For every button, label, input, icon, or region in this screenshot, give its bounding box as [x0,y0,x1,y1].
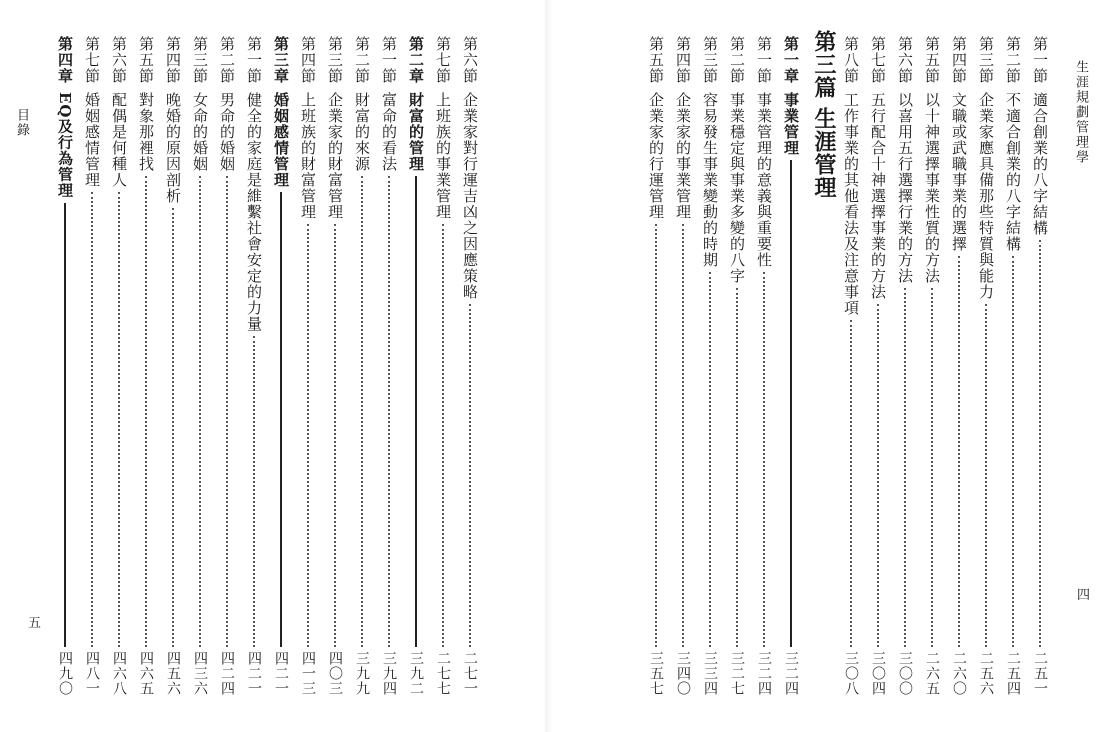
toc-leader [388,176,390,647]
toc-entry-label: 第二章 [407,36,425,84]
toc-entry [161,36,185,696]
toc-entry-label: 第五節 [647,36,665,84]
toc-page-number: 四六五 [138,651,154,696]
toc-leader [904,288,906,647]
toc-entry-label: 第三節 [191,36,209,84]
toc-entry-title: 婚姻感情管理 [83,92,101,188]
toc-entry [752,36,776,696]
toc-page-number: 三九四 [381,651,397,696]
toc-page-number: 二七一 [462,651,478,696]
toc-entry-title: 容易發生事業變動的時期 [701,92,719,268]
toc-page-number: 三三四 [702,651,718,696]
toc-page-number: 三九九 [354,651,370,696]
toc-page-number: 四一三 [300,651,316,696]
toc-page-number: 四二一 [246,651,262,696]
left-page [0,0,545,732]
toc-leader [253,336,255,647]
toc-entry-label: 第三篇 [811,30,837,99]
toc-entry-label: 第六節 [110,36,128,84]
toc-entry-label: 第四章 [56,36,74,84]
toc-leader [145,176,147,647]
toc-page-number: 四二四 [219,651,235,696]
toc-entry [1028,36,1052,696]
toc-entry-label: 第六節 [461,36,479,84]
toc-entry-title: 健全的家庭是維繫社會安定的力量 [245,92,263,332]
toc-page-number: 三〇〇 [897,651,913,696]
toc-entry [974,36,998,696]
toc-entry-label: 第二節 [1004,36,1022,84]
toc-leader [442,224,444,647]
toc-entry-title: 富命的看法 [380,92,398,172]
toc-leader [736,288,738,647]
toc-entry [431,36,455,696]
toc-entry-title: 上班族的事業管理 [434,92,452,220]
toc-leader [682,224,684,647]
left-folio: 五 [28,616,42,631]
toc-page-number: 四九〇 [57,651,73,696]
toc-page-number: 四二一 [273,651,289,696]
toc-entry-title: 事業穩定與事業多變的八字 [728,92,746,284]
toc-entry-label: 第四節 [674,36,692,84]
toc-entry-title: 五行配合十神選擇事業的方法 [869,92,887,300]
toc-entry-label: 第七節 [434,36,452,84]
toc-entry [404,36,428,696]
toc-entry-label: 第七節 [83,36,101,84]
toc-entry-title: 企業家對行運吉凶之因應策略 [461,92,479,300]
toc-entry [698,36,722,696]
toc-entry-label: 第一節 [380,36,398,84]
left-running-head: 目錄 [14,108,29,138]
toc-page-number: 三五七 [648,651,664,696]
toc-entry [893,36,917,696]
toc-entry-title: 企業家的財富管理 [326,92,344,220]
toc-page-number: 三二四 [756,651,772,696]
toc-page-number: 四八一 [84,651,100,696]
toc-page-number: 四三六 [192,651,208,696]
toc-leader [709,272,711,647]
toc-leader [1012,256,1014,647]
toc-page-number: 二七七 [435,651,451,696]
toc-entry-title: 生涯管理 [811,107,837,199]
toc-entry [269,36,293,696]
toc-entry [188,36,212,696]
toc-entry-label: 第三節 [326,36,344,84]
toc-page-number: 二五一 [1032,651,1048,696]
toc-leader [931,288,933,647]
toc-leader [361,176,363,647]
toc-leader [118,192,120,647]
right-running-head: 生涯規劃管理學 [1073,60,1088,165]
toc-entry-title: 女命的婚姻 [191,92,209,172]
toc-leader [850,320,852,647]
toc-entry [866,36,890,696]
toc-entry-title: 晚婚的原因剖析 [164,92,182,204]
right-folio: 四 [1077,588,1091,603]
toc-entry-label: 第五節 [137,36,155,84]
toc-entry-title: 對象那裡找 [137,92,155,172]
toc-entry-title: 企業家的事業管理 [674,92,692,220]
toc-page-number: 三〇四 [870,651,886,696]
toc-entry [323,36,347,696]
toc-entry-title: 財富的管理 [407,92,425,172]
toc-leader [226,176,228,647]
toc-leader [877,304,879,647]
toc-page-number: 二五四 [1005,651,1021,696]
toc-entry-label: 第四節 [164,36,182,84]
toc-entry [458,36,482,696]
toc-page-number: 三二四 [783,651,799,696]
toc-entry [350,36,374,696]
toc-entry [242,36,266,696]
toc-page-number: 二六五 [924,651,940,696]
toc-leader [763,272,765,647]
toc-entry [134,36,158,696]
toc-entry-title: 配偶是何種人 [110,92,128,188]
toc-entry-label: 第四節 [950,36,968,84]
toc-entry [53,36,77,696]
toc-entry-label: 第二節 [218,36,236,84]
toc-leader [415,176,417,647]
toc-entry-title: 以喜用五行選擇行業的方法 [896,92,914,284]
toc-entry-title: 不適合創業的八字結構 [1004,92,1022,252]
toc-entry [671,36,695,696]
toc-leader [790,160,792,647]
toc-entry-title: 文職或武職事業的選擇 [950,92,968,252]
toc-entry-label: 第三節 [701,36,719,84]
toc-page-number: 三二七 [729,651,745,696]
toc-entry-title: 財富的來源 [353,92,371,172]
toc-entry [644,36,668,696]
toc-entry-title: 企業家的行運管理 [647,92,665,220]
right-page [545,0,1108,732]
toc-entry-title: 工作事業的其他看法及注意事項 [842,92,860,316]
toc-entry-label: 第一節 [245,36,263,84]
toc-entry-title: 適合創業的八字結構 [1031,92,1049,236]
toc-entry [215,36,239,696]
toc-leader [307,224,309,647]
toc-page-number: 四六八 [111,651,127,696]
toc-entry-label: 第八節 [842,36,860,84]
toc-page-number: 三九二 [408,651,424,696]
toc-entry-title: 男命的婚姻 [218,92,236,172]
toc-entry [377,36,401,696]
toc-entry-title: 以十神選擇事業性質的方法 [923,92,941,284]
toc-page-number: 三〇八 [843,651,859,696]
toc-entry [296,36,320,696]
toc-entry-label: 第五節 [923,36,941,84]
toc-entry-title: 企業家應具備那些特質與能力 [977,92,995,300]
toc-leader [985,304,987,647]
toc-entry-label: 第一節 [755,36,773,84]
toc-entry-label: 第三節 [977,36,995,84]
toc-entry-title: EQ及行為管理 [56,92,74,199]
toc-entry-title: 事業管理的意義與重要性 [755,92,773,268]
toc-entry [80,36,104,696]
toc-entry-title: 事業管理 [782,92,800,156]
toc-entry-title: 婚姻感情管理 [272,92,290,188]
toc-page-number: 三四〇 [675,651,691,696]
toc-entry [1001,36,1025,696]
toc-entry [809,30,839,690]
toc-entry-label: 第六節 [896,36,914,84]
toc-leader [199,176,201,647]
toc-entry-label: 第一節 [1031,36,1049,84]
toc-entry [839,36,863,696]
toc-entry [107,36,131,696]
toc-page-number: 二五六 [978,651,994,696]
toc-leader [958,256,960,647]
toc-entry-label: 第七節 [869,36,887,84]
toc-leader [172,208,174,647]
toc-leader [64,203,66,648]
toc-leader [280,192,282,647]
toc-entry [947,36,971,696]
toc-entry-label: 第二節 [353,36,371,84]
toc-entry-label: 第二節 [728,36,746,84]
toc-entry-label: 第三章 [272,36,290,84]
toc-leader [655,224,657,647]
toc-entry-title: 上班族的財富管理 [299,92,317,220]
toc-page-number: 四〇三 [327,651,343,696]
toc-entry [779,36,803,696]
toc-entry-label: 第一章 [782,36,800,84]
toc-leader [469,304,471,647]
toc-page-number: 四五六 [165,651,181,696]
toc-entry [725,36,749,696]
toc-leader [91,192,93,647]
toc-leader [1039,240,1041,647]
toc-page-number: 二六〇 [951,651,967,696]
toc-leader [334,224,336,647]
toc-entry-label: 第四節 [299,36,317,84]
toc-entry [920,36,944,696]
